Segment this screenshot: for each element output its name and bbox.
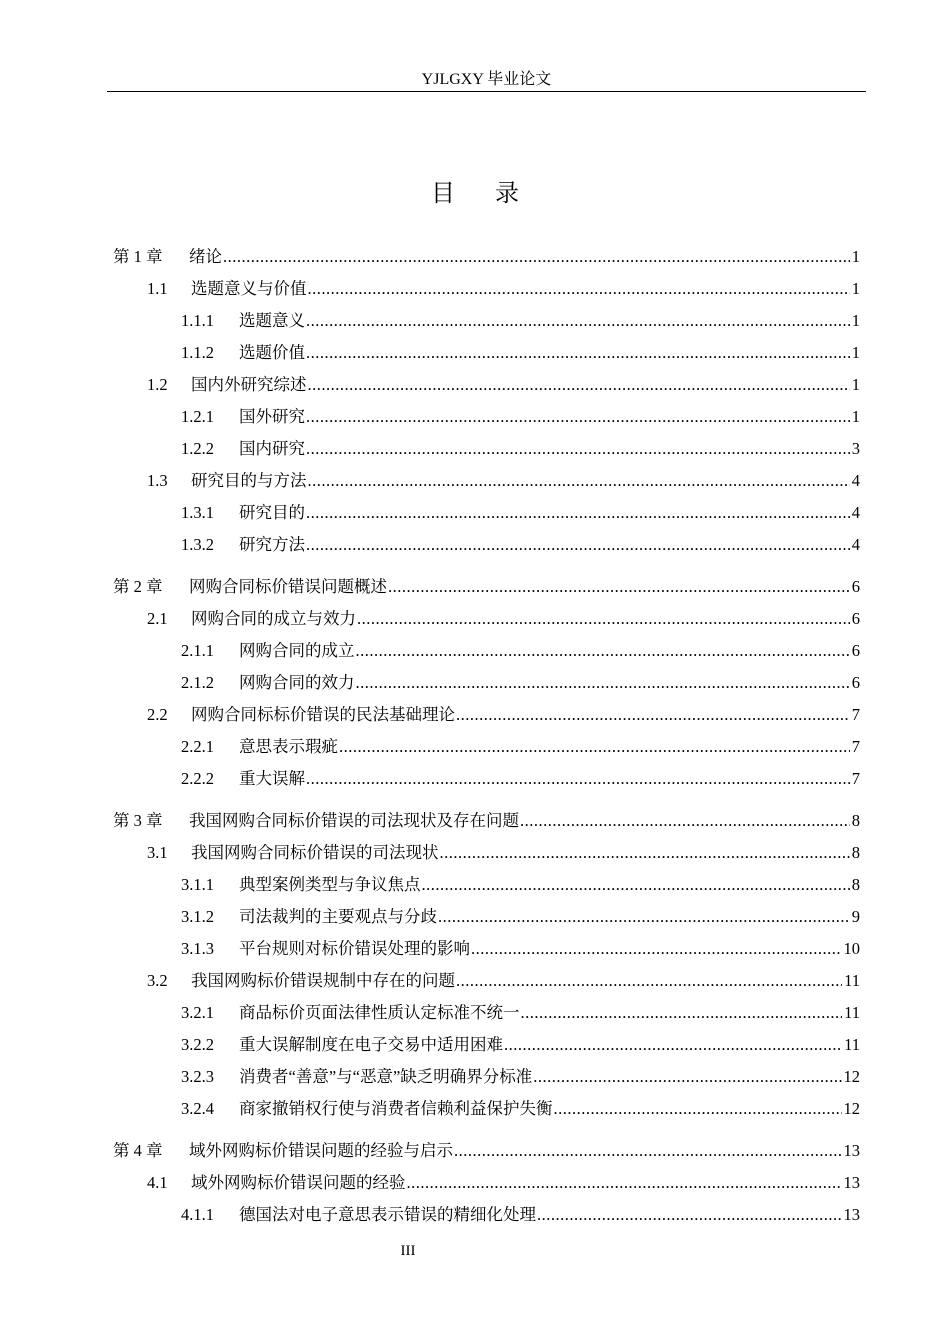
toc-entry-page: 12	[843, 1067, 860, 1086]
page-title: 目录	[431, 181, 559, 207]
toc-entry-title: 国外研究	[239, 407, 305, 426]
toc-entry-number: 2.1	[147, 609, 168, 628]
toc-entry-page: 8	[851, 811, 860, 830]
toc-dot-leader	[440, 841, 850, 865]
toc-entry-number: 2.2.1	[181, 737, 214, 756]
toc-chapter-entry[interactable]	[113, 245, 860, 269]
toc-entry-title: 重大误解	[239, 769, 305, 788]
toc-entry-page: 12	[843, 1099, 860, 1118]
toc-entry-page: 4	[851, 503, 860, 522]
toc-section-entry[interactable]	[147, 969, 860, 993]
toc-entry-title: 绪论	[189, 247, 222, 266]
toc-entry-page: 11	[844, 1003, 860, 1022]
toc-entry-number: 2.2	[147, 705, 168, 724]
toc-dot-leader	[533, 1065, 841, 1089]
toc-dot-leader	[306, 405, 850, 429]
toc-entry-title: 域外网购标价错误问题的经验与启示	[189, 1141, 453, 1160]
toc-entry-page: 1	[851, 247, 860, 266]
toc-entry-page: 1	[851, 279, 860, 298]
toc-dot-leader	[339, 735, 850, 759]
toc-entry-title: 域外网购标价错误问题的经验	[191, 1173, 406, 1192]
toc-entry-number: 3.2	[147, 971, 168, 990]
toc-entry-page: 8	[851, 875, 860, 894]
toc-dot-leader	[521, 1001, 843, 1025]
toc-dot-leader	[306, 437, 850, 461]
toc-entry-number: 3.2.3	[181, 1067, 214, 1086]
toc-dot-leader	[223, 245, 850, 269]
toc-subsection-entry[interactable]	[181, 437, 860, 461]
toc-dot-leader	[356, 671, 850, 695]
toc-section-entry[interactable]	[147, 841, 860, 865]
toc-entry-title: 我国网购标价错误规制中存在的问题	[191, 971, 455, 990]
toc-entry-number: 4.1	[147, 1173, 168, 1192]
toc-chapter-entry[interactable]	[113, 809, 860, 833]
toc-dot-leader	[438, 905, 850, 929]
toc-entry-title: 研究目的与方法	[191, 471, 307, 490]
toc-entry-title: 研究目的	[239, 503, 305, 522]
toc-entry-page: 11	[844, 971, 860, 990]
toc-entry-number: 第 4 章	[113, 1141, 163, 1160]
toc-dot-leader	[306, 309, 850, 333]
toc-entry-page: 8	[851, 843, 860, 862]
toc-entry-title: 国内外研究综述	[191, 375, 307, 394]
toc-entry-title: 我国网购合同标价错误的司法现状	[191, 843, 439, 862]
toc-entry-page: 7	[851, 737, 860, 756]
toc-dot-leader	[456, 703, 850, 727]
toc-entry-page: 7	[851, 769, 860, 788]
toc-subsection-entry[interactable]	[181, 767, 860, 791]
toc-entry-title: 网购合同的效力	[239, 673, 355, 692]
toc-entry-page: 10	[843, 939, 860, 958]
toc-dot-leader	[356, 639, 850, 663]
toc-dot-leader	[306, 501, 850, 525]
page-number: III	[400, 1243, 416, 1259]
toc-entry-number: 1.3.2	[181, 535, 214, 554]
toc-entry-title: 重大误解制度在电子交易中适用困难	[239, 1035, 503, 1054]
toc-entry-title: 选题意义	[239, 311, 305, 330]
toc-subsection-entry[interactable]	[181, 309, 860, 333]
toc-section-entry[interactable]	[147, 469, 860, 493]
toc-entry-title: 典型案例类型与争议焦点	[239, 875, 421, 894]
toc-dot-leader	[422, 873, 850, 897]
toc-chapter-entry[interactable]	[113, 1139, 860, 1163]
toc-entry-title: 德国法对电子意思表示错误的精细化处理	[239, 1205, 536, 1224]
toc-entry-page: 6	[851, 577, 860, 596]
toc-subsection-entry[interactable]	[181, 1203, 860, 1227]
toc-entry-title: 意思表示瑕疵	[239, 737, 338, 756]
toc-section-entry[interactable]	[147, 703, 860, 727]
toc-entry-number: 第 2 章	[113, 577, 163, 596]
toc-dot-leader	[306, 767, 850, 791]
toc-chapter-entry[interactable]	[113, 575, 860, 599]
toc-entry-page: 4	[851, 471, 860, 490]
toc-entry-number: 3.1.3	[181, 939, 214, 958]
toc-entry-number: 4.1.1	[181, 1205, 214, 1224]
toc-dot-leader	[537, 1203, 842, 1227]
toc-dot-leader	[504, 1033, 842, 1057]
toc-entry-number: 第 3 章	[113, 811, 163, 830]
toc-entry-page: 13	[843, 1173, 860, 1192]
toc-entry-title: 网购合同标标价错误的民法基础理论	[191, 705, 455, 724]
toc-entry-number: 1.2	[147, 375, 168, 394]
toc-entry-page: 13	[843, 1205, 860, 1224]
toc-section-entry[interactable]	[147, 1171, 860, 1195]
toc-subsection-entry[interactable]	[181, 1097, 860, 1121]
toc-entry-page: 3	[851, 439, 860, 458]
toc-subsection-entry[interactable]	[181, 873, 860, 897]
toc-entry-title: 国内研究	[239, 439, 305, 458]
toc-dot-leader	[554, 1097, 842, 1121]
toc-entry-page: 1	[851, 311, 860, 330]
toc-dot-leader	[454, 1139, 842, 1163]
toc-entry-page: 9	[851, 907, 860, 926]
toc-subsection-entry[interactable]	[181, 639, 860, 663]
toc-subsection-entry[interactable]	[181, 1033, 860, 1057]
toc-entry-number: 1.2.2	[181, 439, 214, 458]
toc-entry-number: 1.2.1	[181, 407, 214, 426]
toc-entry-number: 3.2.4	[181, 1099, 214, 1118]
toc-entry-number: 2.2.2	[181, 769, 214, 788]
toc-entry-title: 选题价值	[239, 343, 305, 362]
toc-dot-leader	[308, 277, 850, 301]
toc-dot-leader	[308, 373, 850, 397]
toc-entry-title: 消费者“善意”与“恶意”缺乏明确界分标准	[239, 1067, 533, 1086]
toc-dot-leader	[306, 341, 850, 365]
toc-subsection-entry[interactable]	[181, 501, 860, 525]
toc-entry-number: 2.1.2	[181, 673, 214, 692]
toc-entry-title: 选题意义与价值	[191, 279, 307, 298]
toc-entry-number: 3.1.2	[181, 907, 214, 926]
toc-entry-number: 1.1.1	[181, 311, 214, 330]
toc-entry-title: 平台规则对标价错误处理的影响	[239, 939, 470, 958]
toc-entry-page: 13	[843, 1141, 860, 1160]
toc-dot-leader	[471, 937, 842, 961]
toc-dot-leader	[407, 1171, 842, 1195]
toc-entry-number: 1.1	[147, 279, 168, 298]
toc-entry-number: 3.2.2	[181, 1035, 214, 1054]
toc-entry-page: 7	[851, 705, 860, 724]
toc-entry-page: 6	[851, 673, 860, 692]
toc-entry-title: 司法裁判的主要观点与分歧	[239, 907, 437, 926]
toc-entry-number: 3.1	[147, 843, 168, 862]
toc-dot-leader	[306, 533, 850, 557]
toc-subsection-entry[interactable]	[181, 1001, 860, 1025]
toc-entry-title: 商家撤销权行使与消费者信赖利益保护失衡	[239, 1099, 553, 1118]
toc-entry-page: 1	[851, 407, 860, 426]
toc-subsection-entry[interactable]	[181, 405, 860, 429]
toc-entry-page: 6	[851, 641, 860, 660]
toc-entry-page: 4	[851, 535, 860, 554]
toc-entry-title: 网购合同标价错误问题概述	[189, 577, 387, 596]
toc-dot-leader	[357, 607, 850, 631]
toc-entry-number: 第 1 章	[113, 247, 163, 266]
toc-entry-title: 网购合同的成立	[239, 641, 355, 660]
toc-dot-leader	[388, 575, 850, 599]
toc-entry-number: 1.3	[147, 471, 168, 490]
toc-subsection-entry[interactable]	[181, 671, 860, 695]
toc-entry-number: 3.2.1	[181, 1003, 214, 1022]
toc-entry-page: 1	[851, 375, 860, 394]
toc-dot-leader	[456, 969, 842, 993]
toc-entry-title: 我国网购合同标价错误的司法现状及存在问题	[189, 811, 519, 830]
toc-dot-leader	[308, 469, 850, 493]
toc-subsection-entry[interactable]	[181, 1065, 860, 1089]
toc-section-entry[interactable]	[147, 277, 860, 301]
toc-dot-leader	[520, 809, 850, 833]
toc-entry-page: 6	[851, 609, 860, 628]
running-header: YJLGXY 毕业论文	[421, 71, 552, 88]
toc-entry-number: 3.1.1	[181, 875, 214, 894]
toc-entry-page: 1	[851, 343, 860, 362]
toc-subsection-entry[interactable]	[181, 735, 860, 759]
toc-subsection-entry[interactable]	[181, 341, 860, 365]
toc-entry-title: 网购合同的成立与效力	[191, 609, 356, 628]
toc-section-entry[interactable]	[147, 607, 860, 631]
toc-entry-number: 2.1.1	[181, 641, 214, 660]
toc-entry-number: 1.1.2	[181, 343, 214, 362]
toc-subsection-entry[interactable]	[181, 937, 860, 961]
toc-entry-title: 商品标价页面法律性质认定标准不统一	[239, 1003, 520, 1022]
toc-subsection-entry[interactable]	[181, 533, 860, 557]
toc-entry-number: 1.3.1	[181, 503, 214, 522]
toc-subsection-entry[interactable]	[181, 905, 860, 929]
toc-section-entry[interactable]	[147, 373, 860, 397]
toc-entry-title: 研究方法	[239, 535, 305, 554]
toc-entry-page: 11	[844, 1035, 860, 1054]
